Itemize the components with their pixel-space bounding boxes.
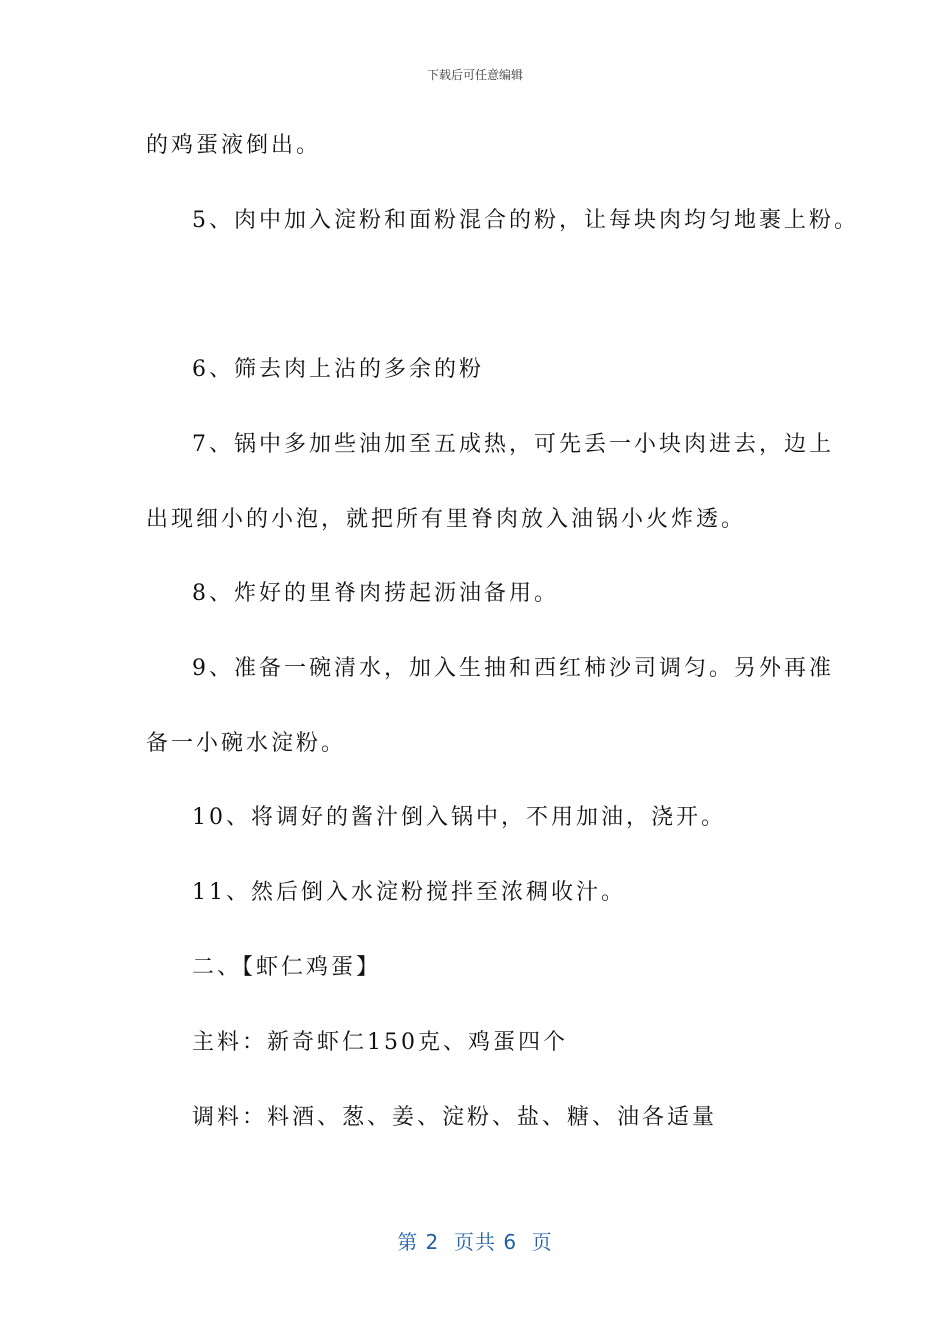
body-line-6: 8、炸好的里脊肉捞起沥油备用。 <box>192 581 559 606</box>
body-line-2: 5、肉中加入淀粉和面粉混合的粉，让每块肉均匀地裹上粉。 <box>192 208 859 233</box>
section-heading: 二、【虾仁鸡蛋】 <box>192 955 382 980</box>
body-line-10: 11、然后倒入水淀粉搅拌至浓稠收汁。 <box>192 880 626 905</box>
body-line-1: 的鸡蛋液倒出。 <box>146 133 322 158</box>
body-line-5: 出现细小的小泡，就把所有里脊肉放入油锅小火炸透。 <box>146 507 747 532</box>
main-ingredients-line: 主料：新奇虾仁150克、鸡蛋四个 <box>192 1030 568 1055</box>
body-line-4: 7、锅中多加些油加至五成热，可先丢一小块肉进去，边上 <box>192 432 834 457</box>
page-header: 下载后可任意编辑 <box>426 68 523 82</box>
page-footer: 第 2 页共 6 页 <box>397 1230 553 1254</box>
body-line-3: 6、筛去肉上沾的多余的粉 <box>192 357 484 382</box>
body-line-9: 10、将调好的酱汁倒入锅中，不用加油，浇开。 <box>192 805 726 830</box>
seasoning-line: 调料：料酒、葱、姜、淀粉、盐、糖、油各适量 <box>192 1105 718 1130</box>
body-line-8: 备一小碗水淀粉。 <box>146 731 347 756</box>
body-line-7: 9、准备一碗清水，加入生抽和西红柿沙司调匀。另外再准 <box>192 656 834 681</box>
